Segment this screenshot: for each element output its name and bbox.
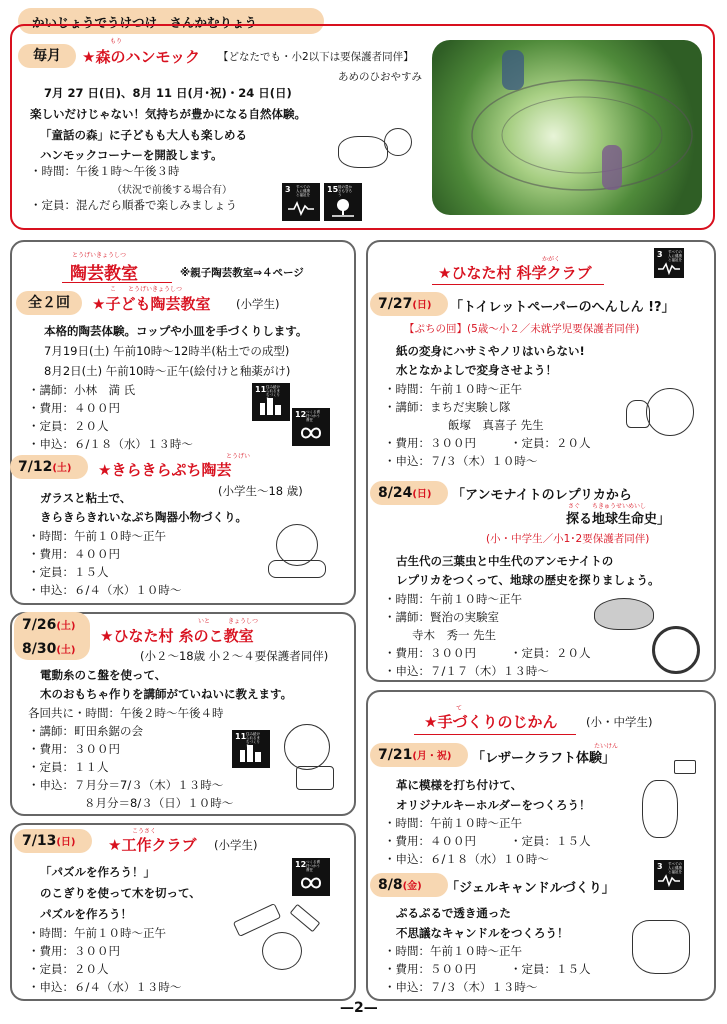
itonoko-common: 各回共に・時間：午後２時〜午後４時	[28, 706, 224, 720]
toilet-date-badge	[370, 292, 448, 316]
sdg-12-icon: 12 つくる責任つかう責任	[292, 408, 330, 446]
toilet-fee: ・費用：３００円	[384, 436, 476, 450]
itonoko-teacher: ・講師：町田糸鋸の会	[28, 724, 143, 738]
hammock-title: ★森のハンモック	[82, 48, 200, 66]
toilet-capacity: ・定員：２０人	[510, 436, 591, 450]
kosaku-capacity: ・定員：２０人	[28, 962, 109, 976]
science-ruby: かがく	[542, 256, 561, 263]
hammock-holiday: あめのひおやすみ	[338, 71, 422, 83]
leather-date: 7/21	[378, 747, 413, 763]
hammock-desc2: 「童話の森」に子どもも大人も楽しめる	[40, 128, 247, 142]
kosaku-desc2: のこぎりを使って木を切って、	[40, 886, 201, 900]
itonoko-date1: 7/26	[22, 617, 57, 633]
page-number: —2—	[340, 1000, 378, 1016]
sdg-3-icon: 3 すべての人に健康と福祉を	[654, 860, 684, 890]
toilet-desc2: 水となかよしで変身させよう！	[396, 363, 557, 377]
kids-pottery-apply: ・申込：６/１８（水）１３時〜	[28, 437, 193, 451]
ammonite-illustration	[652, 626, 700, 674]
kosaku-fee: ・費用：３００円	[28, 944, 120, 958]
sdg-11-icon: 11 住み続けられるまちづくり	[252, 383, 290, 421]
kids-pottery-fee: ・費用：４００円	[28, 401, 120, 415]
candle-dow: (金)	[402, 881, 422, 892]
petit-target: (小学生〜18 歳)	[218, 484, 303, 498]
kids-pottery-capacity: ・定員：２０人	[28, 419, 109, 433]
toilet-title: 「トイレットペーパーのへんしん !?」	[450, 300, 675, 315]
candle-date-badge	[370, 873, 448, 897]
kids-pottery-badge: 全２回	[16, 291, 82, 315]
candle-title: 「ジェルキャンドルづくり」	[446, 881, 615, 896]
sdg-11-icon: 11 住み続けられるまちづくり	[232, 730, 270, 768]
handmade-ruby: て	[456, 705, 463, 712]
kids-pottery-title: ★子ども陶芸教室	[92, 295, 211, 313]
kids-pottery-target: (小学生)	[236, 297, 280, 311]
kids-pottery-date1: 7月19日(土) 午前10時〜12時半(粘土での成型)	[44, 344, 290, 358]
toilet-teacher: ・講師：まちだ実験し隊	[384, 400, 511, 414]
toilet-apply: ・申込：７/３（木）１０時〜	[384, 454, 538, 468]
character-illustration	[262, 932, 302, 970]
petit-date: 7/12	[18, 459, 53, 475]
kosaku-date-badge	[14, 829, 92, 853]
ammonite-desc1: 古生代の三葉虫と中生代のアンモナイトの	[396, 554, 614, 568]
petit-apply: ・申込：６/４（水）１０時〜	[28, 583, 182, 597]
sdg-3-icon: 3 すべての人に健康と福祉を	[654, 248, 684, 278]
hammock-capacity: ・定員：混んだら順番で楽しみましょう	[30, 198, 237, 212]
itonoko-apply2: ８月分＝8/３（日）１０時〜	[84, 796, 234, 810]
ammonite-apply: ・申込：７/１７（木）１３時〜	[384, 664, 549, 678]
petit-capacity: ・定員：１５人	[28, 565, 109, 579]
petit-dow: (土)	[52, 463, 72, 474]
pottery-section-note: ※親子陶芸教室⇒４ページ	[180, 267, 304, 279]
leather-ruby: たいけん	[594, 743, 619, 750]
ammonite-date: 8/24	[378, 485, 413, 501]
hammock-badge: 毎月	[18, 44, 76, 68]
ammonite-teacher2: 寺木 秀一 先生	[412, 628, 497, 642]
toilet-note: 【ぷちの回】(5歳〜小２／未就学児要保護者同伴)	[404, 323, 640, 335]
petit-desc2: きらきらきれいなぷち陶器小物づくり。	[40, 510, 247, 524]
hammock-ruby: もり	[110, 38, 123, 45]
ammonite-title1: 「アンモナイトのレプリカから	[452, 488, 632, 503]
trilobite-illustration	[594, 598, 654, 630]
character-illustration	[296, 766, 334, 790]
itonoko-capacity: ・定員：１１人	[28, 760, 109, 774]
character-illustration	[268, 560, 326, 578]
pottery-section-title: 陶芸教室	[70, 264, 138, 284]
kids-pottery-ruby: こ とうげいきょうしつ	[110, 286, 183, 293]
leather-desc1: 革に模様を打ち付けて、	[396, 778, 523, 792]
hammock-photo	[432, 40, 702, 215]
hammock-time-note: （状況で前後する場合有）	[112, 185, 232, 196]
itonoko-date-badge	[14, 612, 90, 660]
candle-apply: ・申込：７/３（木）１３時〜	[384, 980, 538, 994]
candle-desc2: 不思議なキャンドルをつくろう！	[396, 926, 569, 940]
petit-title: ★きらきらぷち陶芸	[98, 461, 232, 479]
leather-desc2: オリジナルキーホルダーをつくろう！	[396, 798, 591, 812]
itonoko-fee: ・費用：３００円	[28, 742, 120, 756]
kosaku-ruby: こうさく	[132, 828, 157, 835]
toilet-dow: (日)	[412, 300, 432, 311]
itonoko-desc1: 電動糸のこ盤を使って、	[40, 668, 167, 682]
flask-illustration	[626, 400, 650, 428]
kosaku-target: (小学生)	[214, 838, 258, 852]
itonoko-apply1: ・申込：７月分＝7/３（木）１３時〜	[28, 778, 224, 792]
candle-capacity: ・定員：１５人	[510, 962, 591, 976]
header-label: かいじょうでうけつけ さんかむりょう	[32, 15, 258, 30]
kosaku-apply: ・申込：６/４（水）１３時〜	[28, 980, 182, 994]
kosaku-desc3: パズルを作ろう！	[40, 907, 132, 921]
hammock-desc1: 楽しいだけじゃない！気持ちが豊かになる自然体験。	[30, 107, 306, 121]
sdg-15-icon: 15 陸の豊かさも守ろう	[324, 183, 362, 221]
candle-desc1: ぷるぷるで透き通った	[396, 906, 511, 920]
toilet-desc1: 紙の変身にハサミやノリはいらない!	[396, 344, 585, 358]
petit-date-badge	[10, 455, 88, 479]
title-underline	[414, 734, 576, 735]
candle-fee: ・費用：５００円	[384, 962, 476, 976]
kosaku-desc1: 「パズルを作ろう！」	[40, 865, 155, 879]
ammonite-teacher: ・講師：賢治の実験室	[384, 610, 499, 624]
handmade-title: ★手づくりのじかん	[424, 713, 558, 731]
hammock-time: ・時間：午後１時〜午後３時	[30, 164, 180, 178]
character-illustration	[338, 136, 388, 168]
kosaku-time: ・時間：午前１０時〜正午	[28, 926, 166, 940]
leather-title: 「レザークラフト体験」	[472, 751, 616, 766]
kids-pottery-date2: 8月2日(土) 午前10時〜正午(絵付けと釉薬がけ)	[44, 364, 291, 378]
title-underline	[432, 284, 604, 285]
candle-date: 8/8	[378, 877, 403, 893]
itonoko-date2: 8/30	[22, 641, 57, 657]
ammonite-ruby: さぐ ちきゅうせいめいし	[568, 503, 647, 510]
petit-desc1: ガラスと粘土で、	[40, 491, 132, 505]
hammock-desc3: ハンモックコーナーを開設します。	[40, 148, 223, 162]
kosaku-title: ★工作クラブ	[108, 836, 197, 854]
ammonite-note: (小・中学生／小1･2要保護者同伴)	[486, 533, 650, 545]
itonoko-dow1: (土)	[56, 621, 76, 632]
hammock-dates: 7月 27 日(日)、8月 11 日(月･祝)・24 日(日)	[44, 86, 292, 100]
toilet-time: ・時間：午前１０時〜正午	[384, 382, 522, 396]
hammer-illustration	[674, 760, 696, 774]
ammonite-capacity: ・定員：２０人	[510, 646, 591, 660]
leather-fee: ・費用：４００円	[384, 834, 476, 848]
toilet-teacher2: 飯塚 真喜子 先生	[448, 418, 544, 432]
leather-apply: ・申込：６/１８（水）１０時〜	[384, 852, 549, 866]
pottery-section-ruby: とうげいきょうしつ	[72, 252, 127, 259]
itonoko-desc2: 木のおもちゃ作りを講師がていねいに教えます。	[40, 687, 293, 701]
leather-capacity: ・定員：１５人	[510, 834, 591, 848]
toilet-date: 7/27	[378, 296, 413, 312]
candle-jar-illustration	[632, 920, 690, 974]
itonoko-target: (小２〜18歳 小２〜４要保護者同伴)	[140, 649, 329, 663]
kosaku-date: 7/13	[22, 833, 57, 849]
ammonite-date-badge	[370, 481, 448, 505]
leather-time: ・時間：午前１０時〜正午	[384, 816, 522, 830]
character-illustration	[384, 128, 412, 156]
hammock-note: 【どなたでも・小2以下は要保護者同伴】	[218, 51, 414, 63]
sdg-12-icon: 12 つくる責任つかう責任	[292, 858, 330, 896]
science-title: ★ひなた村 科学クラブ	[438, 264, 592, 282]
character-illustration	[646, 388, 694, 436]
title-underline	[62, 282, 172, 283]
keyholder-illustration	[642, 780, 678, 838]
candle-time: ・時間：午前１０時〜正午	[384, 944, 522, 958]
character-illustration	[284, 724, 330, 770]
sdg-3-icon: 3 すべての人に健康と福祉を	[282, 183, 320, 221]
itonoko-ruby: いと きょうしつ	[198, 618, 259, 625]
petit-fee: ・費用：４００円	[28, 547, 120, 561]
ammonite-dow: (日)	[412, 489, 432, 500]
leather-date-badge	[370, 743, 468, 767]
leather-dow: (月・祝)	[412, 751, 452, 762]
ammonite-time: ・時間：午前１０時〜正午	[384, 592, 522, 606]
handmade-target: (小・中学生)	[586, 715, 653, 729]
ammonite-fee: ・費用：３００円	[384, 646, 476, 660]
kosaku-dow: (日)	[56, 837, 76, 848]
itonoko-title: ★ひなた村 糸のこ教室	[100, 627, 254, 645]
itonoko-dow2: (土)	[56, 645, 76, 656]
ammonite-desc2: レプリカをつくって、地球の歴史を探りましょう。	[396, 573, 660, 587]
kids-pottery-teacher: ・講師：小林 満 氏	[28, 383, 136, 397]
petit-ruby: とうげい	[226, 453, 251, 460]
kids-pottery-desc: 本格的陶芸体験。コップや小皿を手づくりします。	[44, 324, 308, 338]
ammonite-title2: 探る地球生命史」	[566, 512, 671, 527]
petit-time: ・時間：午前１０時〜正午	[28, 529, 166, 543]
